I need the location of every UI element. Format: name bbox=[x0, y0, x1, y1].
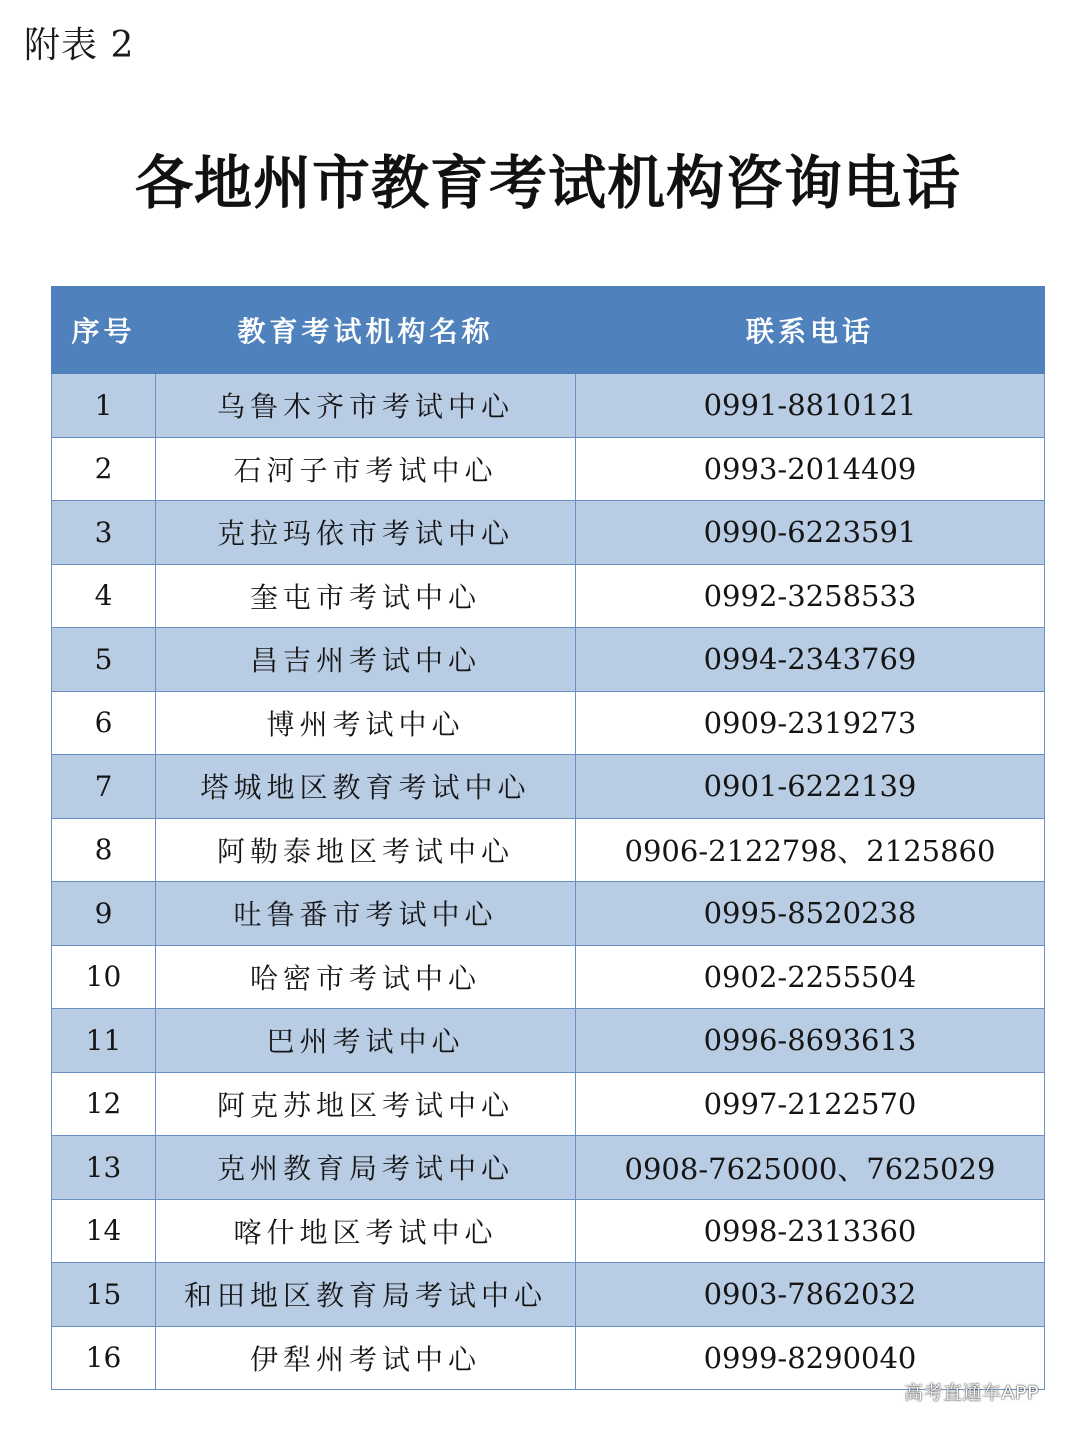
row-phone: 0903-7862032 bbox=[576, 1263, 1045, 1327]
table-row bbox=[52, 882, 1045, 946]
header-phone: 联系电话 bbox=[576, 287, 1045, 374]
row-phone: 0906-2122798、2125860 bbox=[576, 818, 1045, 882]
row-institution-name: 塔城地区教育考试中心 bbox=[156, 755, 576, 819]
contact-table bbox=[51, 286, 1045, 1390]
row-index: 14 bbox=[52, 1199, 156, 1263]
row-phone: 0992-3258533 bbox=[576, 564, 1045, 628]
row-institution-name: 巴州考试中心 bbox=[156, 1009, 576, 1073]
table-row bbox=[52, 1199, 1045, 1263]
table-row bbox=[52, 437, 1045, 501]
table-row bbox=[52, 501, 1045, 565]
row-institution-name: 奎屯市考试中心 bbox=[156, 564, 576, 628]
row-index: 7 bbox=[52, 755, 156, 819]
row-index: 9 bbox=[52, 882, 156, 946]
row-institution-name: 喀什地区考试中心 bbox=[156, 1199, 576, 1263]
row-index: 16 bbox=[52, 1326, 156, 1390]
page-title: 各地州市教育考试机构咨询电话 bbox=[134, 149, 961, 217]
attachment-label: 附表 2 bbox=[24, 25, 135, 66]
row-phone: 0909-2319273 bbox=[576, 691, 1045, 755]
row-institution-name: 石河子市考试中心 bbox=[156, 437, 576, 501]
row-institution-name: 昌吉州考试中心 bbox=[156, 628, 576, 692]
row-phone: 0997-2122570 bbox=[576, 1072, 1045, 1136]
table-row bbox=[52, 374, 1045, 438]
row-phone: 0990-6223591 bbox=[576, 501, 1045, 565]
row-index: 2 bbox=[52, 437, 156, 501]
row-index: 5 bbox=[52, 628, 156, 692]
table-row bbox=[52, 1009, 1045, 1073]
row-phone: 0999-8290040 bbox=[576, 1326, 1045, 1390]
table-row bbox=[52, 945, 1045, 1009]
row-phone: 0998-2313360 bbox=[576, 1199, 1045, 1263]
table-row bbox=[52, 1136, 1045, 1200]
row-institution-name: 吐鲁番市考试中心 bbox=[156, 882, 576, 946]
table-row bbox=[52, 628, 1045, 692]
table-row bbox=[52, 691, 1045, 755]
table-row bbox=[52, 755, 1045, 819]
row-institution-name: 克州教育局考试中心 bbox=[156, 1136, 576, 1200]
row-index: 3 bbox=[52, 501, 156, 565]
row-index: 10 bbox=[52, 945, 156, 1009]
header-index: 序号 bbox=[52, 287, 156, 374]
row-index: 12 bbox=[52, 1072, 156, 1136]
row-index: 6 bbox=[52, 691, 156, 755]
row-phone: 0995-8520238 bbox=[576, 882, 1045, 946]
row-institution-name: 伊犁州考试中心 bbox=[156, 1326, 576, 1390]
row-institution-name: 哈密市考试中心 bbox=[156, 945, 576, 1009]
row-index: 1 bbox=[52, 374, 156, 438]
row-institution-name: 博州考试中心 bbox=[156, 691, 576, 755]
table-header-row bbox=[52, 287, 1045, 374]
row-phone: 0902-2255504 bbox=[576, 945, 1045, 1009]
row-index: 8 bbox=[52, 818, 156, 882]
row-phone: 0901-6222139 bbox=[576, 755, 1045, 819]
row-phone: 0996-8693613 bbox=[576, 1009, 1045, 1073]
table-row bbox=[52, 564, 1045, 628]
row-institution-name: 和田地区教育局考试中心 bbox=[156, 1263, 576, 1327]
header-institution-name: 教育考试机构名称 bbox=[156, 287, 576, 374]
table-row bbox=[52, 818, 1045, 882]
row-index: 15 bbox=[52, 1263, 156, 1327]
row-institution-name: 克拉玛依市考试中心 bbox=[156, 501, 576, 565]
app-watermark: 高考直通车APP bbox=[904, 1382, 1039, 1404]
row-institution-name: 阿勒泰地区考试中心 bbox=[156, 818, 576, 882]
table-row bbox=[52, 1326, 1045, 1390]
table-row bbox=[52, 1072, 1045, 1136]
row-phone: 0908-7625000、7625029 bbox=[576, 1136, 1045, 1200]
row-institution-name: 阿克苏地区考试中心 bbox=[156, 1072, 576, 1136]
row-institution-name: 乌鲁木齐市考试中心 bbox=[156, 374, 576, 438]
row-phone: 0991-8810121 bbox=[576, 374, 1045, 438]
row-index: 13 bbox=[52, 1136, 156, 1200]
row-index: 11 bbox=[52, 1009, 156, 1073]
table-body bbox=[52, 374, 1045, 1390]
row-phone: 0994-2343769 bbox=[576, 628, 1045, 692]
table-row bbox=[52, 1263, 1045, 1327]
row-phone: 0993-2014409 bbox=[576, 437, 1045, 501]
contact-table-container bbox=[51, 286, 1044, 1390]
row-index: 4 bbox=[52, 564, 156, 628]
